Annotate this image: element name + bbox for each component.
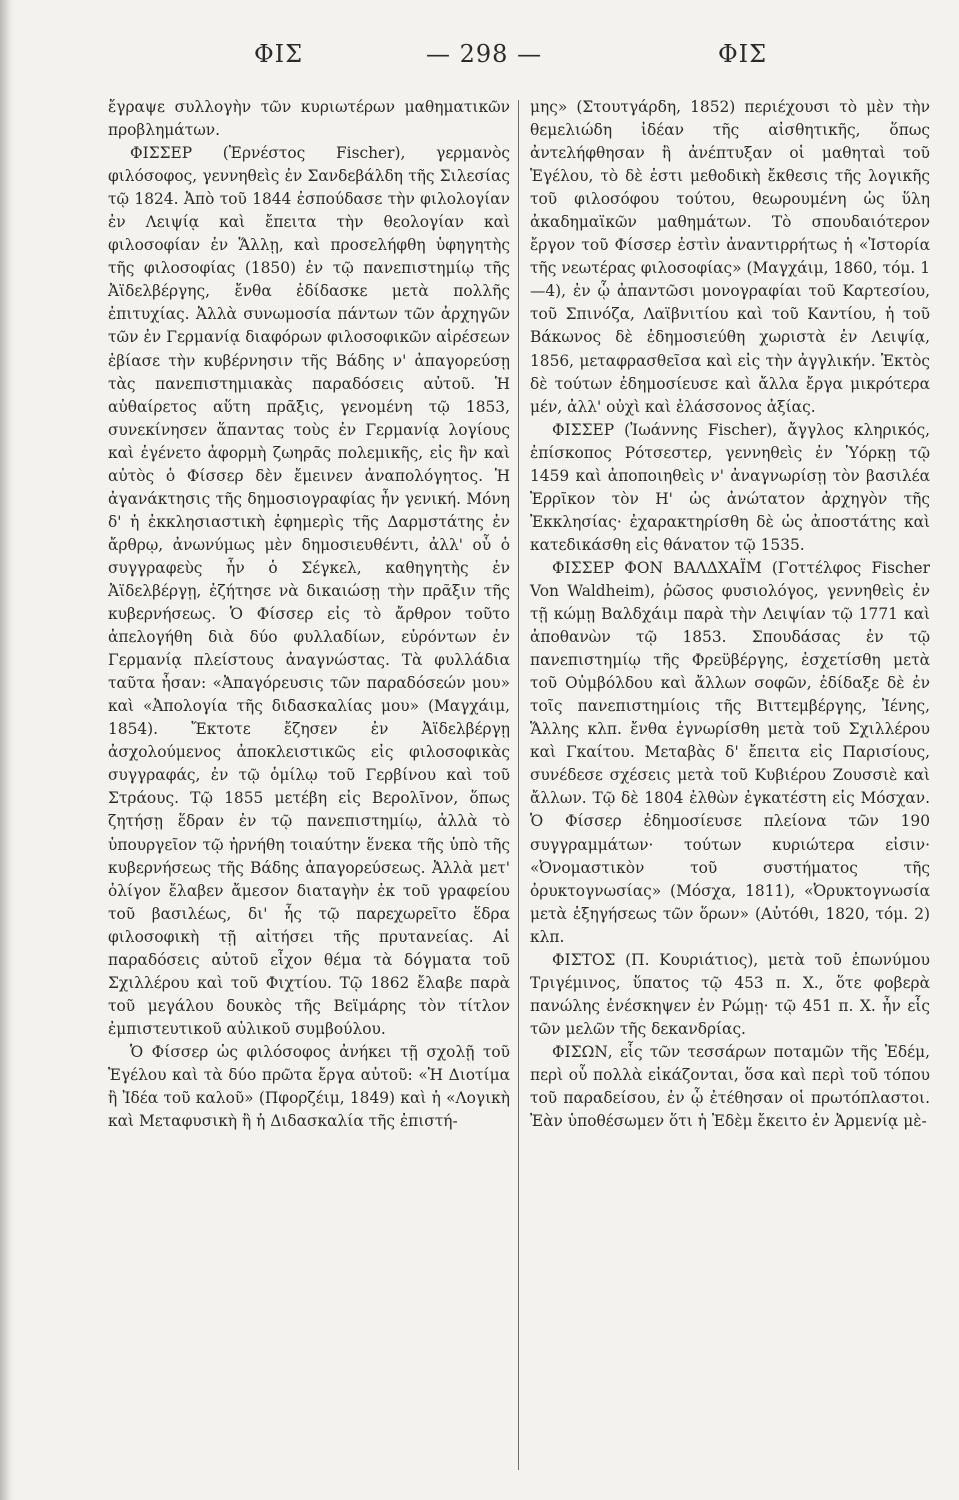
paragraph-fischer-works: μης» (Στουτγάρδη, 1852) περιέχουσι τὸ μὲν τὴν θεμελιώδη ἰδέαν τῆς αἰσθητικῆς, ὅπως ἀντελήφθησαν ἢ ἀνέπτυξαν οἱ μαθηταὶ τοῦ Ἑγέλου, τὸ δὲ ἐστι μεθοδικὴ ἔκθεσις τῆς λογικῆς τοῦ φιλοσόφου τούτου, θεωρουμένη ὡς ὕλη ἀκαδημαϊκῶν μαθημάτων. Τὸ σπουδαιότερον ἔργον τοῦ Φίσσερ ἐστὶν ἀναντιρρήτως ἡ «Ἱστορία τῆς νεωτέρας φιλοσοφίας» (Μαγχάιμ, 1860, τόμ. 1—4), ἐν ᾧ ἀπαντῶσι μονογραφίαι τοῦ Καρτεσίου, τοῦ Σπινόζα, Λαϊβνιτίου καὶ τοῦ Καντίου, ἡ τοῦ Βάκωνος δὲ ἐδημοσιεύθη χωριστὰ ἐν Λειψίᾳ, 1856, μεταφρασθεῖσα καὶ εἰς τὴν ἀγγλικήν. Ἐκτὸς δὲ τούτων ἐδημοσίευσε καὶ ἄλλα ἔργα μικρότερα μέν, ἀλλ' οὐχὶ καὶ ἐλάσσονος ἀξίας.: [530, 98, 930, 416]
page-gutter-shadow: [0, 0, 14, 1500]
paragraph-fischer-philosophy: Ὁ Φίσσερ ὡς φιλόσοφος ἀνήκει τῇ σχολῇ τοῦ Ἑγέλου καὶ τὰ δύο πρῶτα ἔργα αὐτοῦ: «Ἡ Διοτίμα ἢ Ἰδέα τοῦ καλοῦ» (Πφορζέιμ, 1849) καὶ ἡ «Λογικὴ καὶ Μεταφυσικὴ ἢ ἡ Διδασκαλία τῆς ἐπιστή-: [108, 1042, 510, 1131]
entry-fischer-ernst: ΦΙΣΣΕΡ (Ἐρνέστος Fischer), γερμανὸς φιλόσοφος, γεννηθεὶς ἐν Σανδεβάλδη τῆς Σιλεσίας τῷ 1824. Ἀπὸ τοῦ 1844 ἐσπούδασε τὴν φιλολογίαν ἐν Λειψίᾳ καὶ ἔπειτα τὴν θεολογίαν καὶ φιλοσοφίαν ἐν Ἅλλῃ, καὶ προσελήφθη ὑφηγητὴς τῆς φιλοσοφίας (1850) ἐν τῷ πανεπιστημίῳ τῆς Ἀϊδελβέργης, ἔνθα ἐδίδασκε μετὰ πολλῆς ἐπιτυχίας. Ἀλλὰ συνωμοσία πάντων τῶν ἀρχηγῶν τῶν ἐν Γερμανίᾳ διαφόρων φιλοσοφικῶν αἱρέσεων ἐβίασε τὴν κυβέρνησιν τῆς Βάδης ν' ἀπαγορεύσῃ τὰς πανεπιστημιακὰς παραδόσεις αὐτοῦ. Ἡ αὐθαίρετος αὕτη πρᾶξις, γενομένη τῷ 1853, συνεκίνησεν ἅπαντας τοὺς ἐν Γερμανίᾳ λογίους καὶ ἐγένετο ἀφορμὴ ζωηρᾶς πολεμικῆς, εἰς ἣν καὶ αὐτὸς ὁ Φίσσερ δὲν ἔμεινεν ἀναπολόγητος. Ἡ ἀγανάκτησις τῆς δημοσιογραφίας ἦν γενική. Μόνη δ' ἡ ἐκκλησιαστικὴ ἐφημερὶς τῆς Δαρμστάτης ἐν ἄρθρῳ, ἀνωνύμως μὲν δημοσιευθέντι, ἀλλ' οὗ ὁ συγγραφεὺς ἦν ὁ Σέγκελ, καθηγητὴς ἐν Ἀϊδελβέργῃ, ἐζήτησε νὰ δικαιώσῃ τὴν πρᾶξιν τῆς κυβερνήσεως. Ὁ Φίσσερ εἰς τὸ ἄρθρον τοῦτο ἀπελογήθη διὰ δύο φυλλαδίων, εὑρόντων ἐν Γερμανίᾳ πλείστους ἀναγνώστας. Τὰ φυλλάδια ταῦτα ἦσαν: «Ἀπαγόρευσις τῶν παραδόσεών μου» καὶ «Ἀπολογία τῆς διδασκαλίας μου» (Μαγχάιμ, 1854). Ἔκτοτε ἔζησεν ἐν Ἀϊδελβέργῃ ἀσχολούμενος ἀποκλειστικῶς εἰς φιλοσοφικὰς συγγραφάς, ἐν τῷ ὁμίλῳ τοῦ Γερβίνου καὶ τοῦ Στράους. Τῷ 1855 μετέβη εἰς Βερολῖνον, ὅπως ζητήσῃ ἕδραν ἐν τῷ πανεπιστημίῳ, ἀλλὰ τὸ ὑπουργεῖον τῷ ἠρνήθη τοιαύτην ἕνεκα τῆς ὑπὸ τῆς κυβερνήσεως τῆς Βάδης ἀπαγορεύσεως. Ἀλλὰ μετ' ὀλίγον ἔλαβεν ἄμεσον διαταγὴν ἐκ τοῦ γραφείου τοῦ βασιλέως, δι' ἧς τῷ παρεχωρεῖτο ἕδρα φιλοσοφικὴ τῇ αἰτήσει τῆς πρυτανείας. Αἱ παραδόσεις αὐτοῦ εἶχον θέμα τὰ δόγματα τοῦ Σχιλλέρου καὶ τοῦ Φιχτίου. Τῷ 1862 ἔλαβε παρὰ τοῦ μεγάλου δουκὸς τῆς Βεϊμάρης τὸν τίτλον ἐμπιστευτικοῦ αὐλικοῦ συμβούλου.: [108, 144, 510, 1038]
right-column: [530, 96, 930, 1133]
entry-fison: ΦΙΣΩΝ, εἷς τῶν τεσσάρων ποταμῶν τῆς Ἐδέμ, περὶ οὗ πολλὰ εἰκάζονται, ὅσα καὶ περὶ τοῦ τόπου τοῦ παραδείσου, ἐν ᾧ ἐτέθησαν οἱ πρωτόπλαστοι. Ἐὰν ὑποθέσωμεν ὅτι ἡ Ἐδὲμ ἔκειτο ἐν Ἀρμενίᾳ μὲ-: [530, 1042, 930, 1131]
running-head: [108, 40, 830, 80]
header-left-keyword: ΦΙΣ: [254, 40, 304, 68]
header-right-keyword: ΦΙΣ: [718, 40, 768, 68]
column-divider: [518, 100, 519, 1470]
left-column: [108, 96, 510, 1133]
entry-fischer-von-waldheim: ΦΙΣΣΕΡ ΦΟΝ ΒΑΛΔΧΑΪΜ (Γοττέλφος Fischer Von Waldheim), ῥῶσος φυσιολόγος, γεννηθεὶς ἐν τῇ κώμῃ Βαλδχάιμ παρὰ τὴν Λειψίαν τῷ 1771 καὶ ἀποθανὼν τῷ 1853. Σπουδάσας ἐν τῷ πανεπιστημίῳ τῆς Φρεϋβέργης, ἐσχετίσθη μετὰ τοῦ Οὐμβόλδου καὶ ἄλλων σοφῶν, ἐδίδαξε δὲ ἐν τοῖς πανεπιστημίοις τῆς Βιττεμβέργης, Ἰένης, Ἅλλης κλπ. ἔνθα ἐγνωρίσθη μετὰ τοῦ Σχιλλέρου καὶ Γκαίτου. Μεταβὰς δ' ἔπειτα εἰς Παρισίους, συνέδεσε σχέσεις μετὰ τοῦ Κυβιέρου Ζουσσιὲ καὶ ἄλλων. Τῷ δὲ 1804 ἐλθὼν ἐγκατέστη εἰς Μόσχαν. Ὁ Φίσσερ ἐδημοσίευσε πλείονα τῶν 190 συγγραμμάτων· τούτων κυριώτερα εἰσιν· «Ὀνομαστικὸν τοῦ συστήματος τῆς ὀρυκτογνωσίας» (Μόσχα, 1811), «Ὀρυκτογνωσία μετὰ ἐξηγήσεως τῶν ὅρων» (Αὐτόθι, 1820, τόμ. 2) κλπ.: [530, 558, 930, 946]
page-number: — 298 —: [426, 40, 543, 68]
paragraph-continuation: ἔγραψε συλλογὴν τῶν κυριωτέρων μαθηματικῶν προβλημάτων.: [108, 98, 510, 140]
entry-fischer-john: ΦΙΣΣΕΡ (Ἰωάννης Fischer), ἄγγλος κληρικός, ἐπίσκοπος Ρότσεστερ, γεννηθεὶς ἐν Ὑόρκῃ τῷ 1459 καὶ ἀποποιηθεὶς ν' ἀναγνωρίσῃ τὸν βασιλέα Ἑρρῖκον τὸν Η' ὡς ἀνώτατον ἀρχηγὸν τῆς Ἐκκλησίας· ἐχαρακτηρίσθη δὲ ὡς ἀποστάτης καὶ κατεδικάσθη εἰς θάνατον τῷ 1535.: [530, 420, 930, 554]
entry-fistos: ΦΙΣΤΟΣ (Π. Κουριάτιος), μετὰ τοῦ ἐπωνύμου Τριγέμινος, ὕπατος τῷ 453 π. Χ., ὅτε φοβερὰ πανώλης ἐνέσκηψεν ἐν Ρώμῃ· τῷ 451 π. Χ. ἦν εἷς τῶν μελῶν τῆς δεκανδρίας.: [530, 950, 930, 1038]
